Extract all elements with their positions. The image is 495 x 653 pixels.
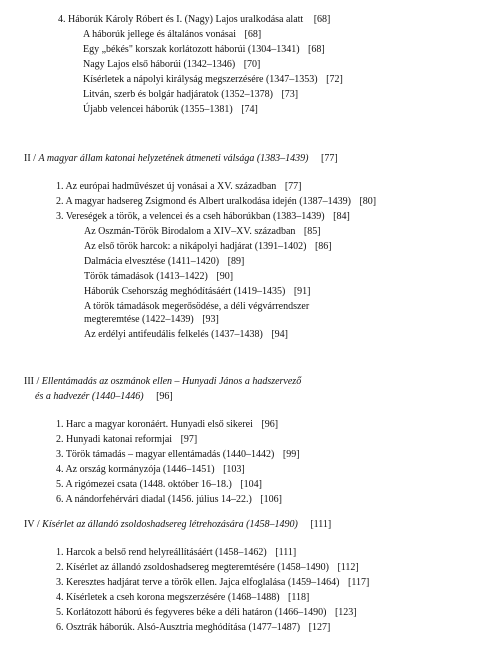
chapter-number: III / xyxy=(24,376,40,387)
toc-page-number: [127] xyxy=(308,622,331,633)
toc-entry[interactable] xyxy=(56,433,197,446)
toc-page-number: [77] xyxy=(321,153,338,164)
toc-subentry[interactable] xyxy=(83,103,258,116)
toc-subentry-title: Újabb velencei háborúk (1355–1381) xyxy=(83,104,233,115)
toc-page-number: [99] xyxy=(282,449,300,460)
toc-page-number: [112] xyxy=(337,562,359,573)
toc-entry-title: 1. Az európai hadművészet új vonásai a XV. században xyxy=(56,181,277,192)
toc-page-number: [97] xyxy=(180,434,198,445)
chapter-heading-continuation[interactable] xyxy=(35,390,173,403)
toc-page-number: [74] xyxy=(241,104,258,115)
toc-entry-title: 2. Hunyadi katonai reformjai xyxy=(56,434,173,445)
chapter-number: IV / xyxy=(24,519,40,530)
toc-page-number: [104] xyxy=(240,479,262,490)
toc-subentry[interactable] xyxy=(83,58,260,71)
toc-page-number: [68] xyxy=(244,29,262,40)
toc-subentry-title: Dalmácia elvesztése (1411–1420) xyxy=(84,256,220,267)
toc-entry-title: 4. Háborúk Károly Róbert és I. (Nagy) Lajos uralkodása alatt xyxy=(58,14,304,25)
toc-entry[interactable] xyxy=(56,591,309,604)
toc-page-number: [90] xyxy=(216,271,234,282)
toc-page-number: [111] xyxy=(275,547,297,558)
toc-page-number: [85] xyxy=(303,226,321,237)
toc-entry[interactable] xyxy=(56,576,369,589)
toc-subentry[interactable] xyxy=(83,73,343,86)
toc-entry-title: 6. Osztrák háborúk. Alsó-Ausztria meghódítása (1477–1487) xyxy=(56,622,301,633)
toc-subentry-title: Háborúk Csehország meghódításáért (1419–1435) xyxy=(84,286,286,297)
toc-subentry-title: Az Oszmán-Török Birodalom a XIV–XV. században xyxy=(84,226,296,237)
toc-entry-title: 1. Harc a magyar koronáért. Hunyadi első sikerei xyxy=(56,419,253,430)
toc-page-number: [84] xyxy=(333,211,350,222)
toc-entry[interactable] xyxy=(56,493,282,506)
toc-page-number: [96] xyxy=(261,419,279,430)
toc-page-number: [77] xyxy=(284,181,302,192)
toc-subentry-title: Nagy Lajos első háborúi (1342–1346) xyxy=(83,59,236,70)
toc-subentry[interactable] xyxy=(84,300,309,313)
toc-page-number: [93] xyxy=(202,314,219,325)
toc-page-number: [68] xyxy=(308,44,325,55)
toc-page-number: [80] xyxy=(359,196,377,207)
toc-entry-title: 3. Török támadás – magyar ellentámadás (1440–1442) xyxy=(56,449,275,460)
toc-page-number: [94] xyxy=(271,329,288,340)
toc-subentry-title: Litván, szerb és bolgár hadjáratok (1352–1378) xyxy=(83,89,273,100)
chapter-heading[interactable] xyxy=(24,518,331,531)
toc-page-number: [96] xyxy=(156,391,173,402)
toc-entry-title: 6. A nándorfehérvári diadal (1456. július 14–22.) xyxy=(56,494,252,505)
toc-entry[interactable] xyxy=(56,418,278,431)
toc-subentry-title: Az első török harcok: a nikápolyi hadjárat (1391–1402) xyxy=(84,241,307,252)
toc-subentry-title: Török támadások (1413–1422) xyxy=(84,271,208,282)
toc-page-number: [103] xyxy=(223,464,245,475)
toc-subentry[interactable] xyxy=(84,225,321,238)
toc-subentry-title: A háborúk jellege és általános vonásai xyxy=(83,29,237,40)
toc-entry[interactable] xyxy=(56,180,301,193)
toc-entry[interactable] xyxy=(56,210,350,223)
toc-entry-title: 5. Korlátozott háború és fegyveres béke a déli határon (1466–1490) xyxy=(56,607,327,618)
toc-entry[interactable] xyxy=(56,546,296,559)
toc-subentry-title: megteremtése (1422–1439) xyxy=(84,314,194,325)
toc-page-number: [123] xyxy=(334,607,357,618)
toc-page-number: [86] xyxy=(314,241,332,252)
toc-subentry[interactable] xyxy=(84,255,244,268)
toc-subentry-title: Az erdélyi antifeudális felkelés (1437–1438) xyxy=(84,329,263,340)
toc-page-number: [68] xyxy=(313,14,331,25)
toc-subentry[interactable] xyxy=(84,270,233,283)
toc-entry-title: 1. Harcok a belső rend helyreállításáért (1458–1462) xyxy=(56,547,267,558)
toc-entry[interactable] xyxy=(56,463,245,476)
toc-entry-title: 5. A rigómezei csata (1448. október 16–18.) xyxy=(56,479,232,490)
toc-entry-title: 2. A magyar hadsereg Zsigmond és Albert uralkodása idején (1387–1439) xyxy=(56,196,351,207)
chapter-title: Kísérlet az állandó zsoldoshadsereg létrehozására (1458–1490) xyxy=(42,519,298,530)
toc-subentry[interactable] xyxy=(84,328,288,341)
toc-entry[interactable] xyxy=(58,13,330,26)
chapter-heading[interactable] xyxy=(24,152,338,165)
toc-subentry-title: Kísérletek a nápolyi királyság megszerzésére (1347–1353) xyxy=(83,74,318,85)
toc-entry-title: 3. Keresztes hadjárat terve a török ellen. Jajca elfoglalása (1459–1464) xyxy=(56,577,340,588)
toc-subentry[interactable] xyxy=(84,285,311,298)
toc-entry[interactable] xyxy=(56,478,262,491)
toc-subentry-continuation[interactable] xyxy=(84,313,219,326)
chapter-title: Ellentámadás az oszmánok ellen – Hunyadi János a hadszervező xyxy=(41,376,302,387)
toc-subentry[interactable] xyxy=(83,28,261,41)
toc-page-number: [117] xyxy=(348,577,370,588)
chapter-title: A magyar állam katonai helyzetének átmeneti válsága (1383–1439) xyxy=(38,153,309,164)
toc-page-number: [72] xyxy=(326,74,343,85)
toc-page-number: [73] xyxy=(281,89,299,100)
toc-page-number: [89] xyxy=(227,256,245,267)
chapter-heading[interactable] xyxy=(24,375,301,388)
toc-entry[interactable] xyxy=(56,448,300,461)
toc-entry-title: 4. Az ország kormányzója (1446–1451) xyxy=(56,464,215,475)
toc-page-number: [106] xyxy=(260,494,282,505)
toc-page-number: [111] xyxy=(310,519,332,530)
toc-page-number: [118] xyxy=(288,592,310,603)
chapter-title: és a hadvezér (1440–1446) xyxy=(35,391,144,402)
chapter-number: II / xyxy=(24,153,36,164)
toc-subentry[interactable] xyxy=(83,88,298,101)
toc-entry-title: 4. Kísérletek a cseh korona megszerzésére (1468–1488) xyxy=(56,592,280,603)
toc-entry[interactable] xyxy=(56,561,359,574)
toc-page-number: [70] xyxy=(243,59,261,70)
toc-subentry[interactable] xyxy=(84,240,332,253)
toc-page-number: [91] xyxy=(293,286,311,297)
toc-subentry-title: A török támadások megerősödése, a déli végvárrendszer xyxy=(84,301,310,312)
toc-entry[interactable] xyxy=(56,195,376,208)
toc-entry[interactable] xyxy=(56,606,357,619)
toc-subentry[interactable] xyxy=(83,43,325,56)
toc-subentry-title: Egy „békés" korszak korlátozott háborúi (1304–1341) xyxy=(83,44,300,55)
toc-entry-title: 2. Kísérlet az állandó zsoldoshadsereg megteremtésére (1458–1490) xyxy=(56,562,329,573)
toc-entry[interactable] xyxy=(56,621,330,634)
toc-entry-title: 3. Vereségek a török, a velencei és a cseh háborúkban (1383–1439) xyxy=(56,211,325,222)
